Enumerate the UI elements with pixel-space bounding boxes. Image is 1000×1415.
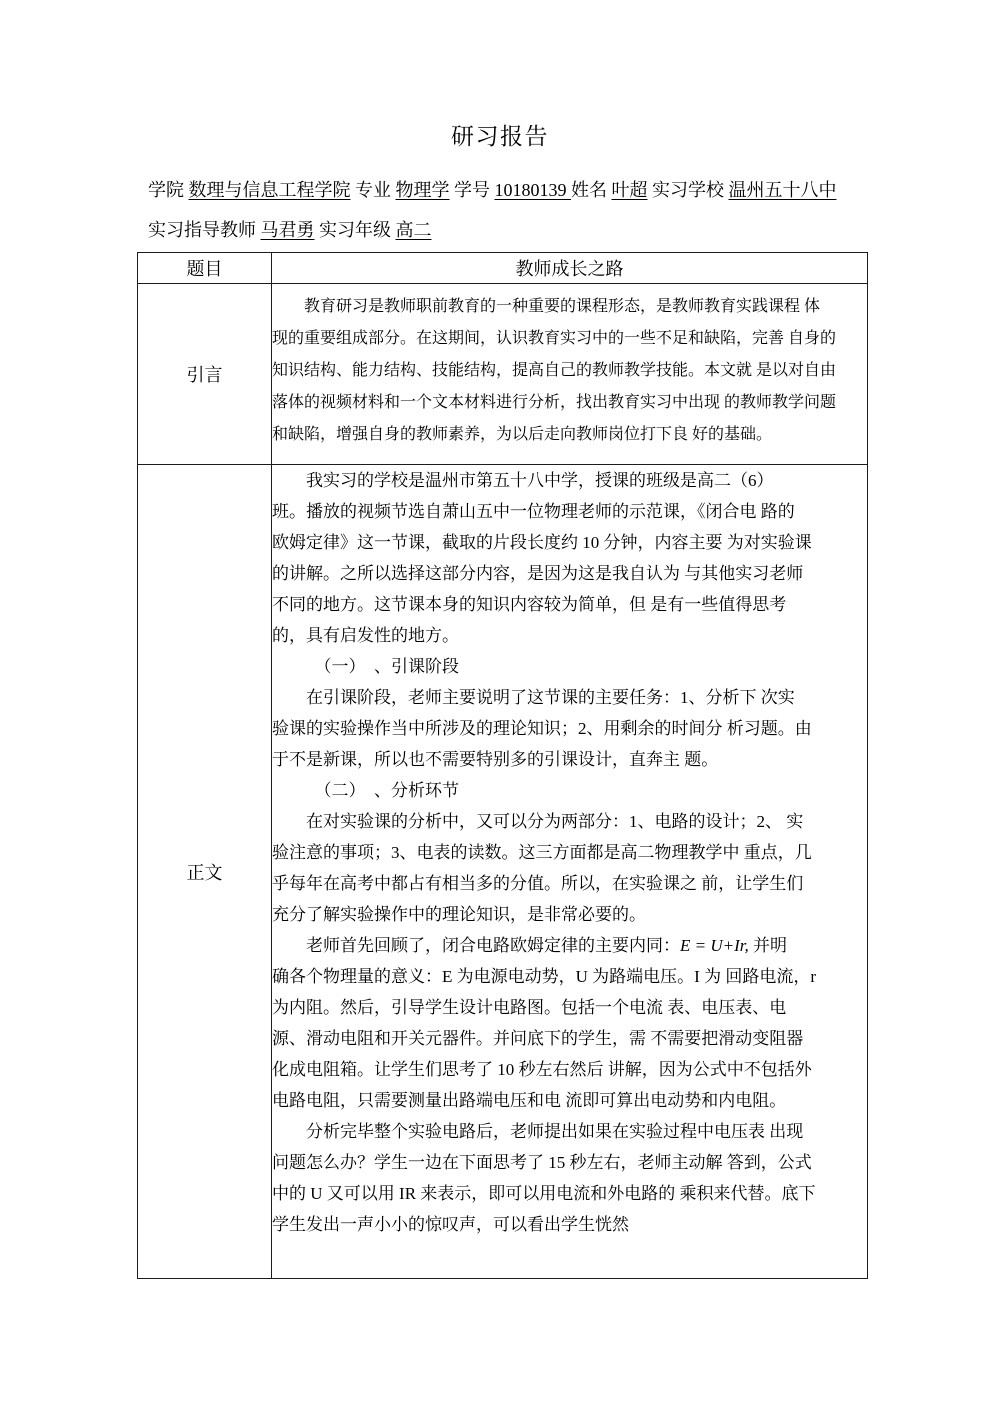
page-title: 研习报告: [451, 124, 549, 149]
student-info: 学院 数理与信息工程学院 专业 物理学 学号 10180139 姓名 叶超 实习学校 温州五十八中 实习指导教师 马君勇 实习年级 高二: [148, 180, 837, 240]
topic-label: 题目: [138, 253, 272, 284]
table-row-intro: [138, 284, 868, 465]
report-table: [137, 252, 868, 1279]
body-text: 我实习的学校是温州市第五十八中学，授课的班级是高二（6） 班。播放的视频节选自萧山五中一位物理老师的示范课，《闭合电 路的 欧姆定律》这一节课，截取的片段长度约 10 分钟，内容主要 为对实验课 的讲解。之所以选择这部分内容，是因为这是我自认为 与其他实习老师 不同的地方。这节课本身的知识内容较为简单，但 是有一些值得思考 的，具有启发性的地方。 （一） 、引课阶段 在引课阶段，老师主要说明了这节课的主要任务：1、分析下 次实 验课的实验操作当中所涉及的理论知识；2、用剩余的时间分 析习题。由 于不是新课，所以也不需要特别多的引课设计，直奔主 题。 （二） 、分析环节 在对实验课的分析中，又可以分为两部分：1、电路的设计；2、 实 验注意的事项；3、电表的读数。这三方面都是高二物理教学中 重点，几 乎每年在高考中都占有相当多的分值。所以，在实验课之 前，让学生们 充分了解实验操作中的理论知识，是非常必要的。 老师首先回顾了，闭合电路欧姆定律的主要内同：E = U+Ir, 并明 确各个物理量的意义：E 为电源电动势，U 为路端电压。I 为 回路电流，r 为内阻。然后，引导学生设计电路图。包括一个电流 表、电压表、电 源、滑动电阻和开关元器件。并问底下的学生，需 不需要把滑动变阻器 化成电阻箱。让学生们思考了 10 秒左右然后 讲解，因为公式中不包括外 电路电阻，只需要测量出路端电压和电 流即可算出电动势和内电阻。 分析完毕整个实验电路后，老师提出如果在实验过程中电压表 出现 问题怎么办？学生一边在下面思考了 15 秒左右，老师主动解 答到，公式 中的 U 又可以用 IR 来表示，即可以用电流和外电路的 乘积来代替。底下 学生发出一声小小的惊叹声，可以看出学生恍然: [272, 465, 868, 1279]
table-header-row: [138, 253, 868, 284]
row-label-body: 正文: [138, 465, 272, 1279]
topic-value: 教师成长之路: [272, 253, 868, 284]
table-row-body: [138, 465, 868, 1279]
row-label-intro: 引言: [138, 284, 272, 465]
intro-text: 教育研习是教师职前教育的一种重要的课程形态，是教师教育实践课程 体 现的重要组成部分。在这期间，认识教育实习中的一些不足和缺陷，完善 自身的 知识结构、能力结构、技能结构，提高自己的教师教学技能。本文就 是以对自由 落体的视频材料和一个文本材料进行分析，找出教育实习中出现 的教师教学问题 和缺陷，增强自身的教师素养，为以后走向教师岗位打下良 好的基础。: [272, 284, 868, 465]
